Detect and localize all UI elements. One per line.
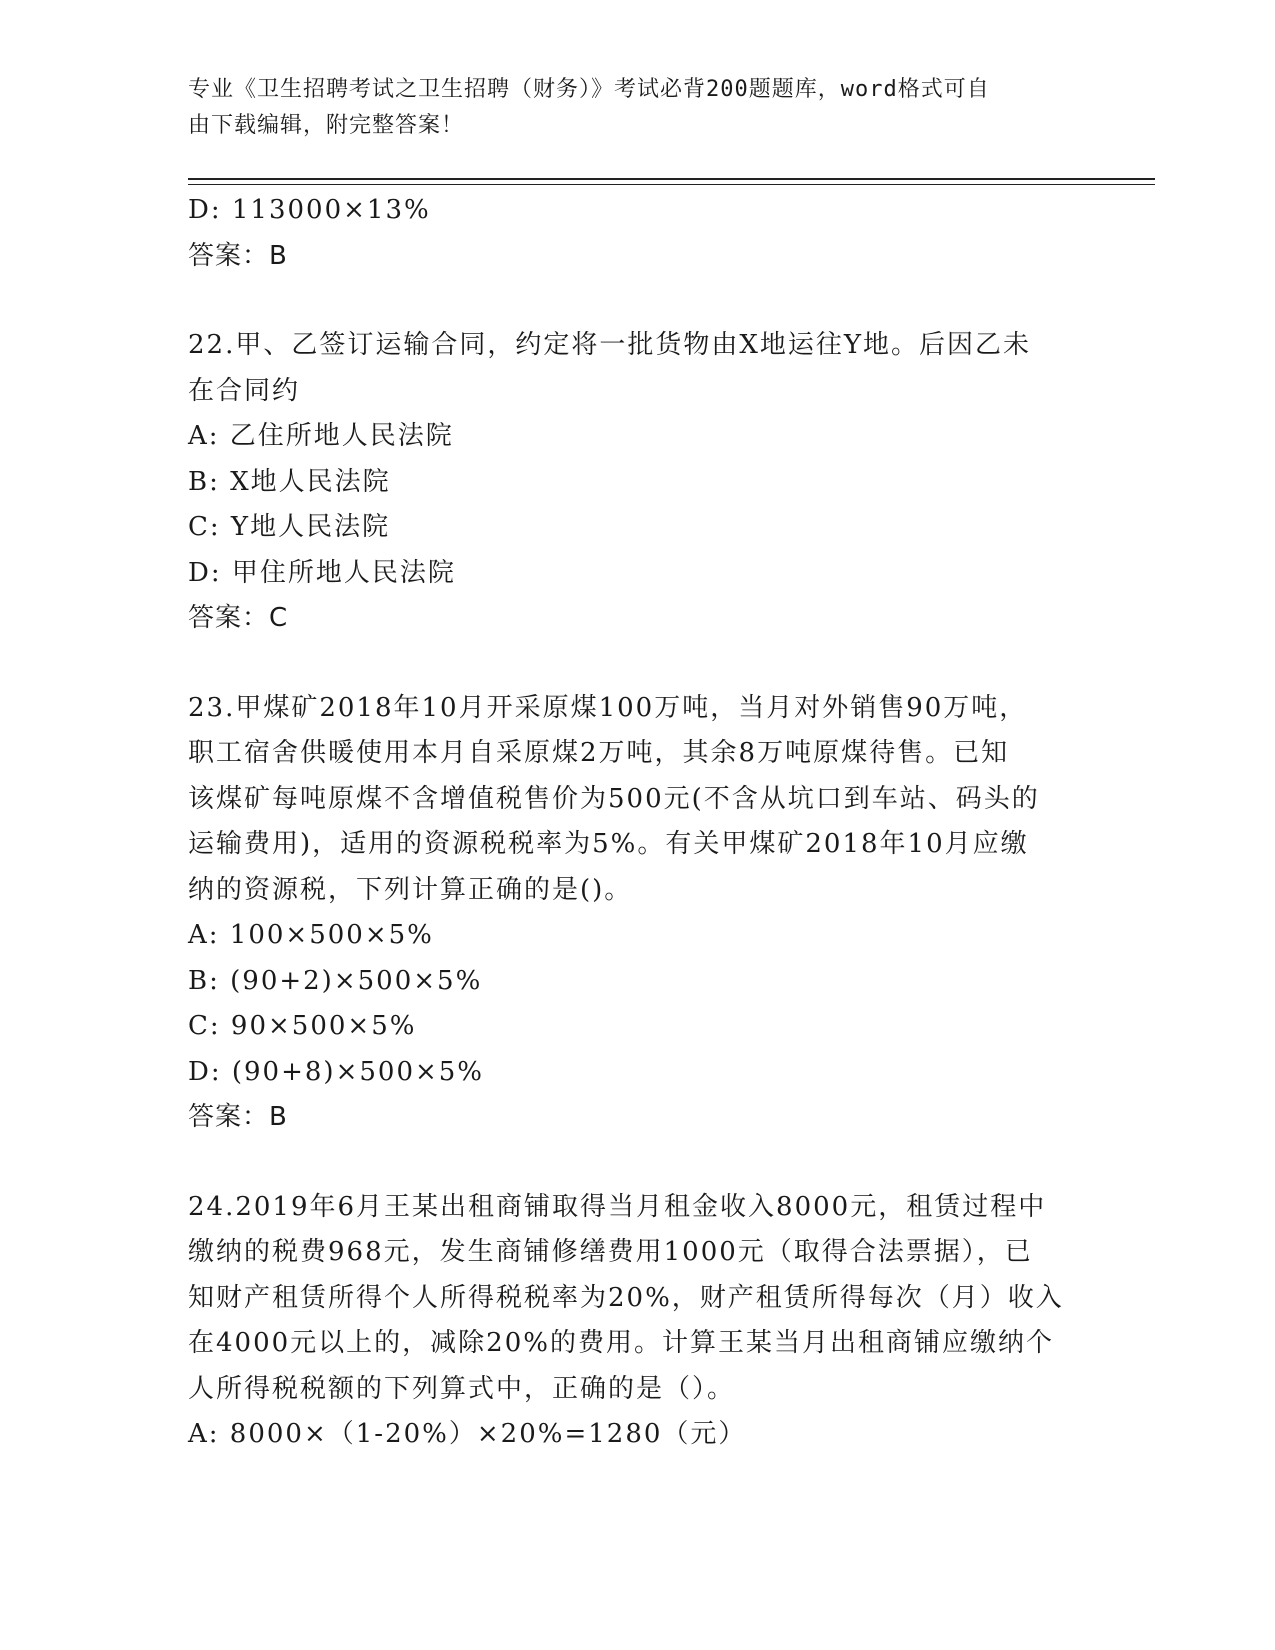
stem-line: 24.2019年6月王某出租商铺取得当月租金收入8000元，租赁过程中 <box>188 1191 1047 1222</box>
option-b: B: X地人民法院 <box>188 466 391 497</box>
question-22 <box>188 323 1088 642</box>
question-23 <box>188 686 1088 1141</box>
option-d: D: 甲住所地人民法院 <box>188 557 456 588</box>
stem-line: 缴纳的税费968元，发生商铺修缮费用1000元（取得合法票据），已 <box>188 1237 1033 1267</box>
header-line-1: 专业《卫生招聘考试之卫生招聘（财务）》考试必背200题题库，word格式可自 <box>188 77 990 102</box>
header-divider-thin <box>188 184 1155 185</box>
stem-line: 纳的资源税，下列计算正确的是()。 <box>188 874 633 905</box>
question-stem <box>188 1185 1088 1413</box>
option-a: A: 8000×（1-20%）×20%=1280（元） <box>188 1419 747 1449</box>
stem-line: 人所得税税额的下列算式中，正确的是（）。 <box>188 1373 736 1404</box>
stem-line: 23.甲煤矿2018年10月开采原煤100万吨，当月对外销售90万吨， <box>188 692 1028 723</box>
option-c: C: 90×500×5% <box>188 1011 417 1041</box>
stem-line: 知财产租赁所得个人所得税税率为20%，财产租赁所得每次（月）收入 <box>188 1282 1064 1313</box>
document-body <box>188 188 1088 1458</box>
stem-line: 22.甲、乙签订运输合同，约定将一批货物由X地运往Y地。后因乙未 <box>188 330 1032 360</box>
stem-line: 运输费用)，适用的资源税税率为5%。有关甲煤矿2018年10月应缴 <box>188 829 1029 859</box>
stem-line: 职工宿舍供暖使用本月自采原煤2万吨，其余8万吨原煤待售。已知 <box>188 738 1010 768</box>
option-c: C: Y地人民法院 <box>188 512 391 542</box>
stem-line: 在4000元以上的，减除20%的费用。计算王某当月出租商铺应缴纳个 <box>188 1328 1054 1358</box>
option-a: A: 100×500×5% <box>188 920 434 950</box>
question-stem <box>188 686 1088 914</box>
option-b: B: (90+2)×500×5% <box>188 965 483 996</box>
stem-line: 在合同约 <box>188 375 301 406</box>
answer: 答案：B <box>188 1102 288 1132</box>
question-stem <box>188 323 1088 414</box>
document-header <box>188 72 1068 144</box>
option-d: D: (90+8)×500×5% <box>188 1056 485 1087</box>
option-a: A: 乙住所地人民法院 <box>188 421 454 451</box>
option-d: D: 113000×13% <box>188 195 431 225</box>
header-divider-thick <box>188 178 1155 180</box>
stem-line: 该煤矿每吨原煤不含增值税售价为500元(不含从坑口到车站、码头的 <box>188 783 1040 814</box>
answer: 答案：C <box>188 603 289 633</box>
answer: 答案：B <box>188 240 288 271</box>
question-24 <box>188 1185 1088 1458</box>
header-line-2: 由下载编辑，附完整答案！ <box>188 113 465 138</box>
